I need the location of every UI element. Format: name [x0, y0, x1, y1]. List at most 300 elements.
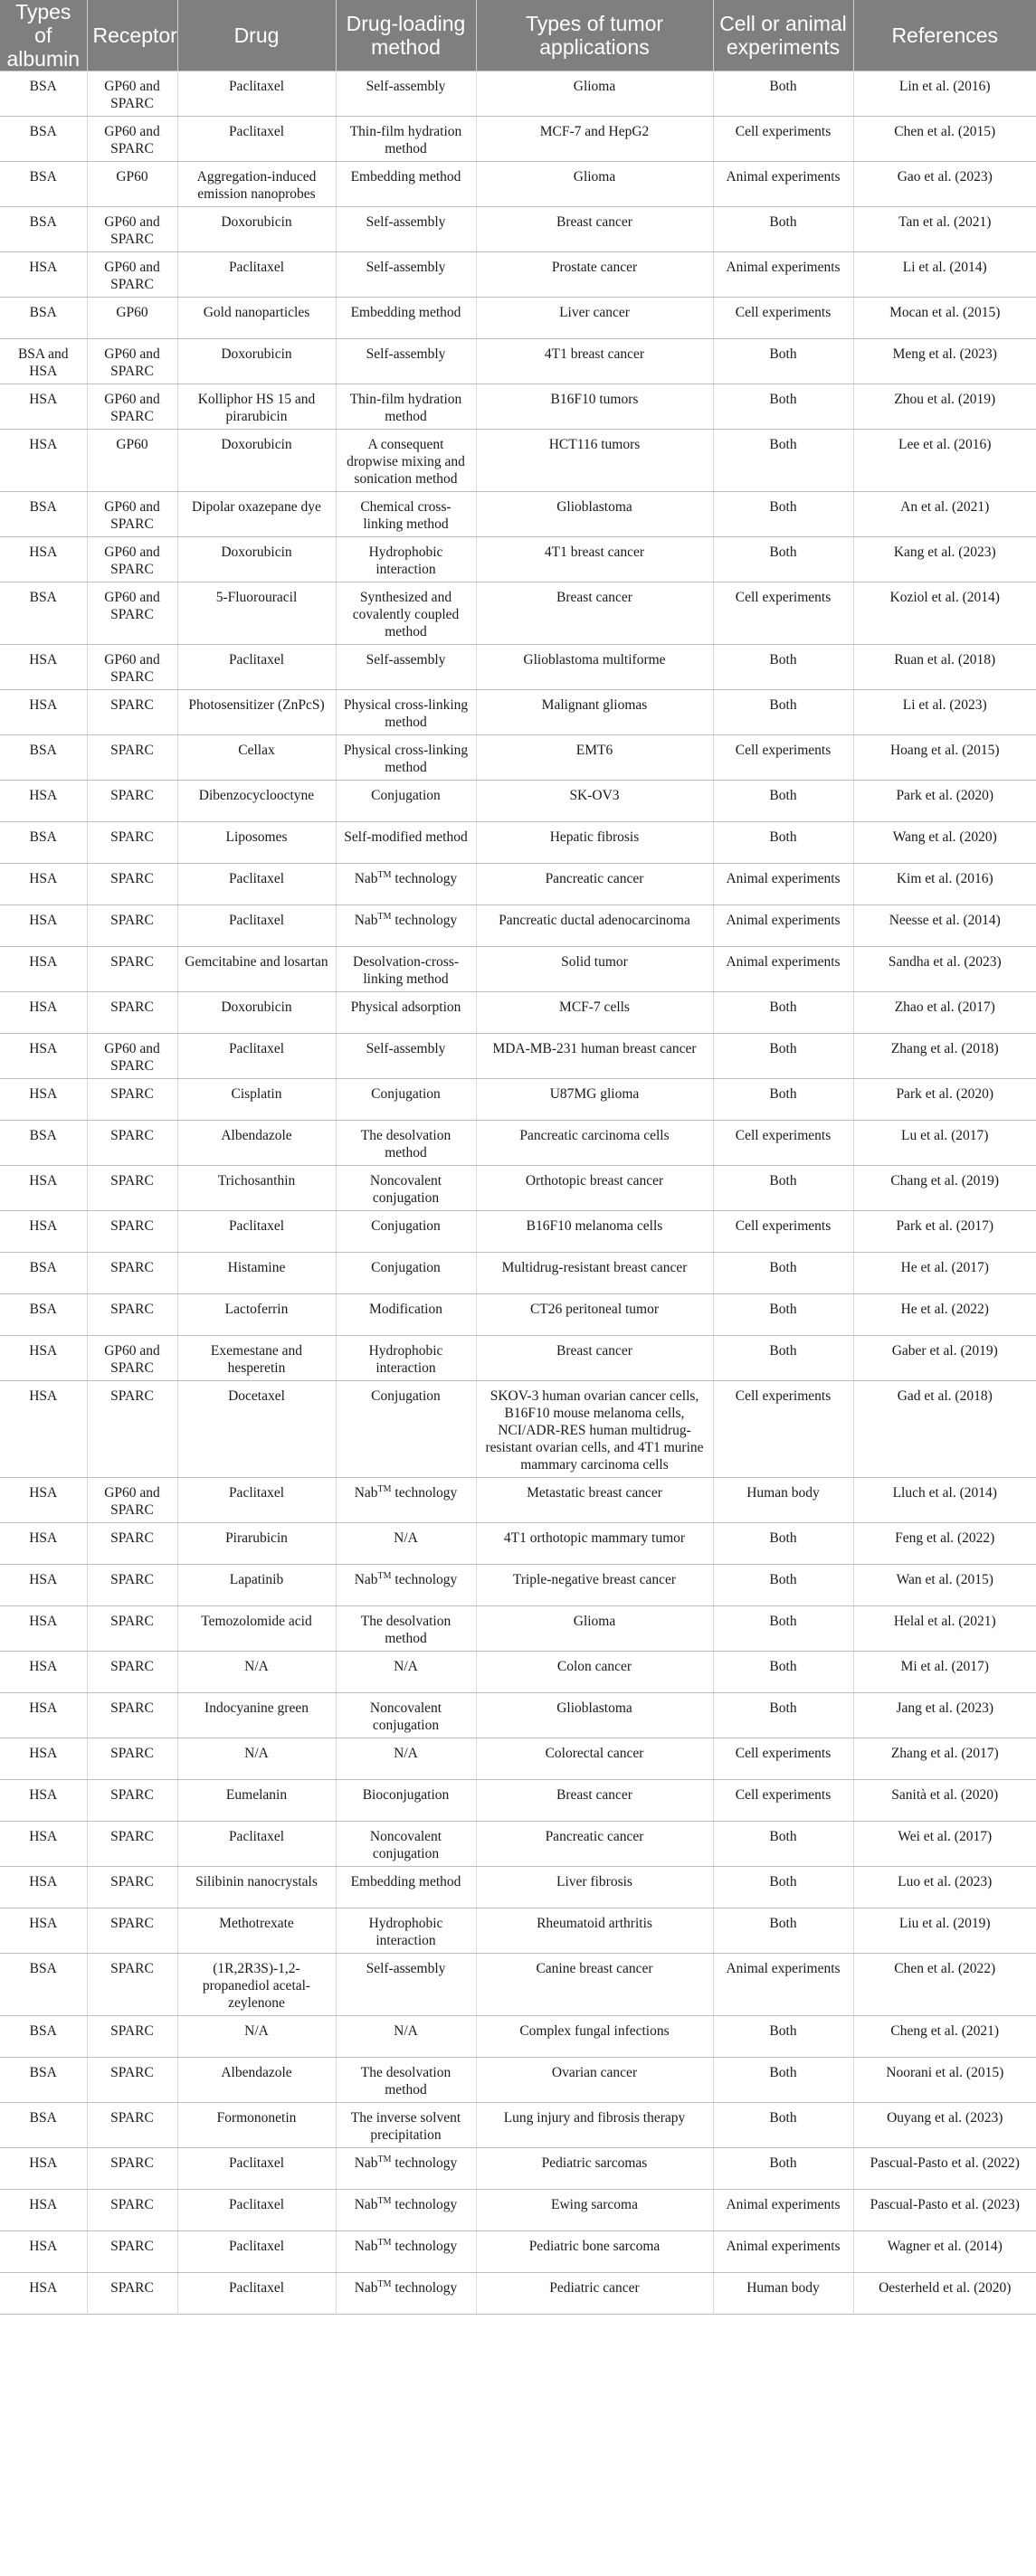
cell-receptor: SPARC: [87, 1954, 177, 2016]
table-body: [0, 71, 1036, 2315]
cell-experiment-type: Both: [713, 537, 853, 582]
cell-receptor: SPARC: [87, 690, 177, 735]
cell-tumor-application: B16F10 tumors: [476, 384, 713, 430]
cell-albumin-type: HSA: [0, 1652, 87, 1693]
cell-reference: Gad et al. (2018): [853, 1381, 1036, 1478]
cell-albumin-type: HSA: [0, 864, 87, 905]
table-row: [0, 1565, 1036, 1606]
cell-experiment-type: Both: [713, 1294, 853, 1336]
cell-tumor-application: 4T1 orthotopic mammary tumor: [476, 1523, 713, 1565]
cell-albumin-type: HSA: [0, 1780, 87, 1822]
cell-experiment-type: Animal experiments: [713, 2231, 853, 2273]
cell-drug: Lactoferrin: [177, 1294, 336, 1336]
cell-tumor-application: MCF-7 cells: [476, 992, 713, 1034]
table-row: [0, 1693, 1036, 1738]
cell-drug: Histamine: [177, 1253, 336, 1294]
cell-reference: Lin et al. (2016): [853, 71, 1036, 117]
cell-drug: Trichosanthin: [177, 1166, 336, 1211]
cell-loading-method: Self-assembly: [336, 645, 476, 690]
cell-tumor-application: Glioblastoma: [476, 492, 713, 537]
cell-loading-method: Conjugation: [336, 1253, 476, 1294]
cell-albumin-type: HSA: [0, 905, 87, 947]
table-row: [0, 2016, 1036, 2058]
cell-tumor-application: Malignant gliomas: [476, 690, 713, 735]
cell-albumin-type: HSA: [0, 1478, 87, 1523]
cell-albumin-type: HSA: [0, 947, 87, 992]
table-row: [0, 582, 1036, 645]
cell-loading-method: The desolvation method: [336, 1121, 476, 1166]
cell-drug: Paclitaxel: [177, 2148, 336, 2190]
table-row: [0, 430, 1036, 492]
cell-albumin-type: HSA: [0, 1565, 87, 1606]
cell-drug: Eumelanin: [177, 1780, 336, 1822]
header-tumor-applications: Types of tumor applications: [476, 0, 713, 71]
table-row: [0, 2273, 1036, 2315]
cell-reference: He et al. (2022): [853, 1294, 1036, 1336]
table-row: [0, 905, 1036, 947]
cell-loading-method: Embedding method: [336, 1867, 476, 1908]
cell-loading-method: Modification: [336, 1294, 476, 1336]
cell-tumor-application: Breast cancer: [476, 1336, 713, 1381]
cell-reference: Chen et al. (2015): [853, 117, 1036, 162]
cell-receptor: GP60: [87, 162, 177, 207]
cell-loading-method: Embedding method: [336, 298, 476, 339]
cell-loading-method: N/A: [336, 1523, 476, 1565]
cell-loading-method: Nab™ technology: [336, 1478, 476, 1523]
cell-loading-method: N/A: [336, 1652, 476, 1693]
table-row: [0, 71, 1036, 117]
table-row: [0, 252, 1036, 298]
cell-albumin-type: HSA: [0, 2190, 87, 2231]
table-row: [0, 492, 1036, 537]
cell-drug: Gold nanoparticles: [177, 298, 336, 339]
cell-loading-method: Hydrophobic interaction: [336, 1908, 476, 1954]
cell-tumor-application: SK-OV3: [476, 781, 713, 822]
cell-receptor: SPARC: [87, 1693, 177, 1738]
table-row: [0, 1211, 1036, 1253]
cell-drug: Paclitaxel: [177, 864, 336, 905]
cell-loading-method: Desolvation-cross-linking method: [336, 947, 476, 992]
cell-experiment-type: Animal experiments: [713, 252, 853, 298]
cell-drug: Liposomes: [177, 822, 336, 864]
cell-receptor: SPARC: [87, 822, 177, 864]
cell-drug: Photosensitizer (ZnPcS): [177, 690, 336, 735]
table-row: [0, 1822, 1036, 1867]
cell-receptor: GP60: [87, 430, 177, 492]
table-row: [0, 339, 1036, 384]
cell-drug: Doxorubicin: [177, 339, 336, 384]
cell-receptor: GP60 and SPARC: [87, 339, 177, 384]
cell-receptor: SPARC: [87, 1780, 177, 1822]
cell-albumin-type: BSA: [0, 162, 87, 207]
cell-drug: Doxorubicin: [177, 430, 336, 492]
cell-reference: Tan et al. (2021): [853, 207, 1036, 252]
cell-experiment-type: Both: [713, 2016, 853, 2058]
cell-albumin-type: HSA: [0, 430, 87, 492]
cell-albumin-type: HSA: [0, 1166, 87, 1211]
table-row: [0, 1253, 1036, 1294]
cell-receptor: SPARC: [87, 1211, 177, 1253]
cell-tumor-application: MCF-7 and HepG2: [476, 117, 713, 162]
cell-experiment-type: Animal experiments: [713, 1954, 853, 2016]
cell-receptor: SPARC: [87, 1381, 177, 1478]
cell-drug: Docetaxel: [177, 1381, 336, 1478]
table-row: [0, 117, 1036, 162]
cell-loading-method: Nab™ technology: [336, 864, 476, 905]
table-row: [0, 162, 1036, 207]
cell-loading-method: Conjugation: [336, 1381, 476, 1478]
cell-tumor-application: Liver cancer: [476, 298, 713, 339]
table-row: [0, 1294, 1036, 1336]
cell-reference: Ouyang et al. (2023): [853, 2103, 1036, 2148]
cell-receptor: SPARC: [87, 2103, 177, 2148]
cell-experiment-type: Both: [713, 1822, 853, 1867]
cell-tumor-application: MDA-MB-231 human breast cancer: [476, 1034, 713, 1079]
cell-loading-method: Self-assembly: [336, 339, 476, 384]
cell-drug: Doxorubicin: [177, 992, 336, 1034]
header-drug-loading-method: Drug-loading method: [336, 0, 476, 71]
cell-tumor-application: Canine breast cancer: [476, 1954, 713, 2016]
table-row: [0, 298, 1036, 339]
cell-drug: Formononetin: [177, 2103, 336, 2148]
cell-reference: Chen et al. (2022): [853, 1954, 1036, 2016]
cell-reference: Lluch et al. (2014): [853, 1478, 1036, 1523]
cell-experiment-type: Cell experiments: [713, 1121, 853, 1166]
table-row: [0, 1079, 1036, 1121]
cell-tumor-application: 4T1 breast cancer: [476, 537, 713, 582]
cell-receptor: SPARC: [87, 781, 177, 822]
cell-reference: Park et al. (2020): [853, 1079, 1036, 1121]
cell-drug: Lapatinib: [177, 1565, 336, 1606]
table-row: [0, 1738, 1036, 1780]
table-row: [0, 207, 1036, 252]
cell-loading-method: N/A: [336, 1738, 476, 1780]
table-row: [0, 537, 1036, 582]
cell-albumin-type: HSA: [0, 992, 87, 1034]
cell-reference: Ruan et al. (2018): [853, 645, 1036, 690]
table-row: [0, 1780, 1036, 1822]
table-row: [0, 1954, 1036, 2016]
cell-albumin-type: HSA: [0, 1079, 87, 1121]
cell-reference: Sandha et al. (2023): [853, 947, 1036, 992]
cell-albumin-type: BSA: [0, 2058, 87, 2103]
cell-drug: Temozolomide acid: [177, 1606, 336, 1652]
cell-albumin-type: HSA: [0, 690, 87, 735]
cell-reference: Cheng et al. (2021): [853, 2016, 1036, 2058]
header-experiments: Cell or animal experiments: [713, 0, 853, 71]
cell-drug: Aggregation-induced emission nanoprobes: [177, 162, 336, 207]
cell-loading-method: Nab™ technology: [336, 905, 476, 947]
cell-receptor: GP60 and SPARC: [87, 384, 177, 430]
cell-experiment-type: Both: [713, 822, 853, 864]
table-row: [0, 1121, 1036, 1166]
cell-tumor-application: Triple-negative breast cancer: [476, 1565, 713, 1606]
cell-experiment-type: Both: [713, 2148, 853, 2190]
cell-albumin-type: BSA: [0, 1121, 87, 1166]
cell-experiment-type: Both: [713, 992, 853, 1034]
cell-reference: Hoang et al. (2015): [853, 735, 1036, 781]
cell-reference: Neesse et al. (2014): [853, 905, 1036, 947]
cell-drug: Paclitaxel: [177, 252, 336, 298]
cell-loading-method: Physical cross-linking method: [336, 690, 476, 735]
cell-experiment-type: Human body: [713, 2273, 853, 2315]
cell-albumin-type: HSA: [0, 781, 87, 822]
table-row: [0, 2148, 1036, 2190]
cell-loading-method: Synthesized and covalently coupled method: [336, 582, 476, 645]
cell-albumin-type: HSA: [0, 645, 87, 690]
cell-tumor-application: Pediatric sarcomas: [476, 2148, 713, 2190]
cell-tumor-application: Lung injury and fibrosis therapy: [476, 2103, 713, 2148]
cell-loading-method: Hydrophobic interaction: [336, 1336, 476, 1381]
cell-albumin-type: BSA and HSA: [0, 339, 87, 384]
cell-drug: Paclitaxel: [177, 71, 336, 117]
cell-reference: He et al. (2017): [853, 1253, 1036, 1294]
cell-tumor-application: Rheumatoid arthritis: [476, 1908, 713, 1954]
cell-receptor: SPARC: [87, 2190, 177, 2231]
cell-tumor-application: Pancreatic carcinoma cells: [476, 1121, 713, 1166]
cell-drug: (1R,2R3S)-1,2-propanediol acetal-zeylenone: [177, 1954, 336, 2016]
cell-loading-method: Nab™ technology: [336, 2273, 476, 2315]
cell-tumor-application: Breast cancer: [476, 582, 713, 645]
cell-tumor-application: B16F10 melanoma cells: [476, 1211, 713, 1253]
cell-receptor: SPARC: [87, 1079, 177, 1121]
cell-drug: Paclitaxel: [177, 645, 336, 690]
cell-reference: Li et al. (2014): [853, 252, 1036, 298]
cell-experiment-type: Both: [713, 1867, 853, 1908]
cell-reference: Chang et al. (2019): [853, 1166, 1036, 1211]
cell-albumin-type: BSA: [0, 298, 87, 339]
cell-receptor: SPARC: [87, 1652, 177, 1693]
cell-drug: Paclitaxel: [177, 1478, 336, 1523]
cell-albumin-type: HSA: [0, 2231, 87, 2273]
cell-drug: Gemcitabine and losartan: [177, 947, 336, 992]
cell-albumin-type: HSA: [0, 2148, 87, 2190]
cell-drug: Paclitaxel: [177, 905, 336, 947]
cell-tumor-application: Glioblastoma: [476, 1693, 713, 1738]
cell-drug: Paclitaxel: [177, 2231, 336, 2273]
cell-albumin-type: HSA: [0, 1606, 87, 1652]
cell-drug: N/A: [177, 1652, 336, 1693]
cell-experiment-type: Human body: [713, 1478, 853, 1523]
cell-albumin-type: HSA: [0, 1822, 87, 1867]
table-row: [0, 1606, 1036, 1652]
cell-drug: Kolliphor HS 15 and pirarubicin: [177, 384, 336, 430]
cell-tumor-application: Complex fungal infections: [476, 2016, 713, 2058]
cell-loading-method: Self-assembly: [336, 71, 476, 117]
cell-reference: Pascual-Pasto et al. (2022): [853, 2148, 1036, 2190]
cell-albumin-type: HSA: [0, 1381, 87, 1478]
cell-drug: Paclitaxel: [177, 2273, 336, 2315]
cell-experiment-type: Both: [713, 781, 853, 822]
cell-reference: Kim et al. (2016): [853, 864, 1036, 905]
cell-tumor-application: U87MG glioma: [476, 1079, 713, 1121]
cell-drug: Exemestane and hesperetin: [177, 1336, 336, 1381]
cell-loading-method: The desolvation method: [336, 1606, 476, 1652]
cell-receptor: SPARC: [87, 1908, 177, 1954]
cell-reference: Gao et al. (2023): [853, 162, 1036, 207]
cell-loading-method: The desolvation method: [336, 2058, 476, 2103]
cell-receptor: GP60: [87, 298, 177, 339]
cell-drug: Albendazole: [177, 1121, 336, 1166]
cell-tumor-application: EMT6: [476, 735, 713, 781]
cell-receptor: SPARC: [87, 1822, 177, 1867]
cell-experiment-type: Both: [713, 207, 853, 252]
cell-albumin-type: HSA: [0, 1523, 87, 1565]
cell-albumin-type: BSA: [0, 117, 87, 162]
cell-experiment-type: Both: [713, 339, 853, 384]
table-row: [0, 781, 1036, 822]
cell-receptor: SPARC: [87, 1253, 177, 1294]
cell-drug: Pirarubicin: [177, 1523, 336, 1565]
cell-tumor-application: Colon cancer: [476, 1652, 713, 1693]
table-row: [0, 1478, 1036, 1523]
table-row: [0, 1652, 1036, 1693]
cell-receptor: GP60 and SPARC: [87, 1478, 177, 1523]
cell-albumin-type: BSA: [0, 735, 87, 781]
cell-receptor: GP60 and SPARC: [87, 1336, 177, 1381]
cell-experiment-type: Both: [713, 1652, 853, 1693]
cell-albumin-type: BSA: [0, 822, 87, 864]
cell-loading-method: Self-modified method: [336, 822, 476, 864]
cell-albumin-type: HSA: [0, 1211, 87, 1253]
cell-reference: Wei et al. (2017): [853, 1822, 1036, 1867]
cell-reference: Kang et al. (2023): [853, 537, 1036, 582]
table-row: [0, 1908, 1036, 1954]
cell-receptor: GP60 and SPARC: [87, 71, 177, 117]
cell-reference: Lu et al. (2017): [853, 1121, 1036, 1166]
cell-receptor: SPARC: [87, 1523, 177, 1565]
cell-loading-method: Thin-film hydration method: [336, 384, 476, 430]
cell-experiment-type: Cell experiments: [713, 117, 853, 162]
cell-albumin-type: HSA: [0, 1867, 87, 1908]
table-row: [0, 2058, 1036, 2103]
cell-reference: Mi et al. (2017): [853, 1652, 1036, 1693]
cell-receptor: GP60 and SPARC: [87, 207, 177, 252]
cell-reference: Luo et al. (2023): [853, 1867, 1036, 1908]
cell-reference: Helal et al. (2021): [853, 1606, 1036, 1652]
cell-experiment-type: Both: [713, 1253, 853, 1294]
cell-loading-method: Thin-film hydration method: [336, 117, 476, 162]
cell-loading-method: Conjugation: [336, 1079, 476, 1121]
cell-tumor-application: Breast cancer: [476, 207, 713, 252]
cell-receptor: SPARC: [87, 1166, 177, 1211]
cell-receptor: GP60 and SPARC: [87, 537, 177, 582]
table-row: [0, 1381, 1036, 1478]
cell-experiment-type: Both: [713, 1606, 853, 1652]
table-row: [0, 1867, 1036, 1908]
cell-drug: Silibinin nanocrystals: [177, 1867, 336, 1908]
cell-experiment-type: Both: [713, 492, 853, 537]
cell-loading-method: A consequent dropwise mixing and sonication method: [336, 430, 476, 492]
cell-reference: Koziol et al. (2014): [853, 582, 1036, 645]
cell-tumor-application: Pancreatic ductal adenocarcinoma: [476, 905, 713, 947]
cell-tumor-application: Pediatric bone sarcoma: [476, 2231, 713, 2273]
cell-albumin-type: BSA: [0, 582, 87, 645]
cell-experiment-type: Animal experiments: [713, 905, 853, 947]
cell-experiment-type: Animal experiments: [713, 864, 853, 905]
cell-experiment-type: Both: [713, 1336, 853, 1381]
cell-receptor: SPARC: [87, 1121, 177, 1166]
table-header: [0, 0, 1036, 71]
cell-experiment-type: Both: [713, 1166, 853, 1211]
cell-receptor: SPARC: [87, 947, 177, 992]
cell-loading-method: Nab™ technology: [336, 2148, 476, 2190]
cell-loading-method: Nab™ technology: [336, 2231, 476, 2273]
cell-loading-method: Hydrophobic interaction: [336, 537, 476, 582]
header-drug: Drug: [177, 0, 336, 71]
cell-receptor: GP60 and SPARC: [87, 252, 177, 298]
cell-albumin-type: BSA: [0, 1253, 87, 1294]
cell-tumor-application: Breast cancer: [476, 1780, 713, 1822]
cell-drug: Cellax: [177, 735, 336, 781]
cell-loading-method: Noncovalent conjugation: [336, 1166, 476, 1211]
cell-loading-method: Physical adsorption: [336, 992, 476, 1034]
cell-drug: Doxorubicin: [177, 207, 336, 252]
cell-experiment-type: Cell experiments: [713, 582, 853, 645]
table-row: [0, 2103, 1036, 2148]
cell-reference: Feng et al. (2022): [853, 1523, 1036, 1565]
cell-loading-method: Self-assembly: [336, 1954, 476, 2016]
cell-drug: Paclitaxel: [177, 1211, 336, 1253]
cell-tumor-application: Glioma: [476, 71, 713, 117]
cell-albumin-type: BSA: [0, 492, 87, 537]
cell-loading-method: The inverse solvent precipitation: [336, 2103, 476, 2148]
cell-reference: Wagner et al. (2014): [853, 2231, 1036, 2273]
cell-experiment-type: Both: [713, 1523, 853, 1565]
cell-loading-method: Noncovalent conjugation: [336, 1822, 476, 1867]
cell-albumin-type: BSA: [0, 1294, 87, 1336]
cell-experiment-type: Cell experiments: [713, 1211, 853, 1253]
cell-reference: Sanità et al. (2020): [853, 1780, 1036, 1822]
cell-reference: Park et al. (2017): [853, 1211, 1036, 1253]
cell-experiment-type: Cell experiments: [713, 1780, 853, 1822]
cell-reference: Oesterheld et al. (2020): [853, 2273, 1036, 2315]
cell-loading-method: Chemical cross-linking method: [336, 492, 476, 537]
cell-albumin-type: HSA: [0, 1738, 87, 1780]
cell-drug: Cisplatin: [177, 1079, 336, 1121]
cell-reference: Zhao et al. (2017): [853, 992, 1036, 1034]
cell-receptor: SPARC: [87, 1565, 177, 1606]
cell-receptor: SPARC: [87, 1867, 177, 1908]
cell-tumor-application: Multidrug-resistant breast cancer: [476, 1253, 713, 1294]
cell-tumor-application: Solid tumor: [476, 947, 713, 992]
cell-reference: Zhang et al. (2018): [853, 1034, 1036, 1079]
cell-experiment-type: Both: [713, 2058, 853, 2103]
cell-albumin-type: BSA: [0, 207, 87, 252]
cell-receptor: SPARC: [87, 864, 177, 905]
cell-tumor-application: Hepatic fibrosis: [476, 822, 713, 864]
cell-receptor: SPARC: [87, 905, 177, 947]
cell-loading-method: Physical cross-linking method: [336, 735, 476, 781]
cell-albumin-type: HSA: [0, 1693, 87, 1738]
cell-drug: Paclitaxel: [177, 2190, 336, 2231]
cell-reference: Li et al. (2023): [853, 690, 1036, 735]
cell-drug: Paclitaxel: [177, 117, 336, 162]
cell-experiment-type: Both: [713, 1693, 853, 1738]
cell-tumor-application: Glioblastoma multiforme: [476, 645, 713, 690]
cell-albumin-type: BSA: [0, 71, 87, 117]
cell-drug: Indocyanine green: [177, 1693, 336, 1738]
cell-receptor: GP60 and SPARC: [87, 582, 177, 645]
cell-experiment-type: Cell experiments: [713, 1738, 853, 1780]
cell-albumin-type: HSA: [0, 2273, 87, 2315]
cell-drug: Paclitaxel: [177, 1822, 336, 1867]
cell-experiment-type: Both: [713, 384, 853, 430]
cell-loading-method: Noncovalent conjugation: [336, 1693, 476, 1738]
cell-drug: Doxorubicin: [177, 537, 336, 582]
cell-receptor: GP60 and SPARC: [87, 1034, 177, 1079]
cell-receptor: GP60 and SPARC: [87, 492, 177, 537]
